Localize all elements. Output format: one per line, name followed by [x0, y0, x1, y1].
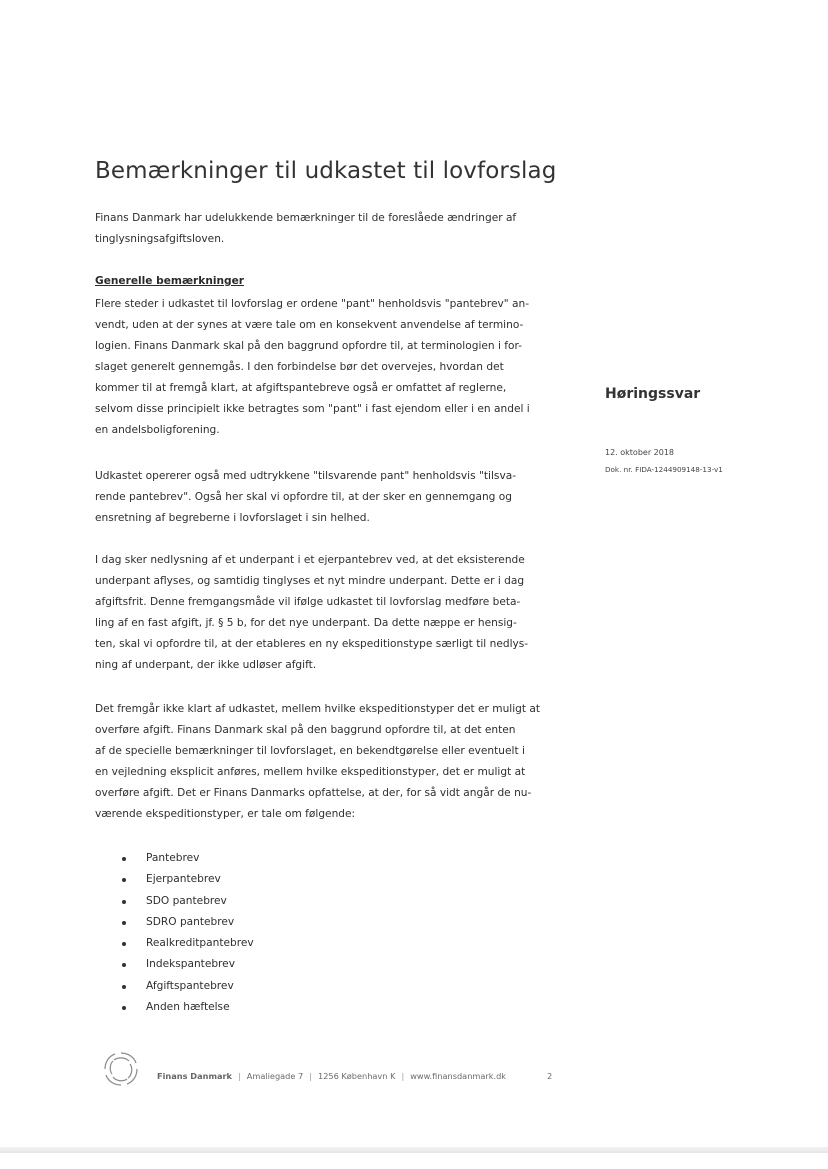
paragraph-line: en vejledning eksplicit anføres, mellem hvilke ekspeditionstyper, det er muligt at [95, 766, 526, 778]
sidebar-document-number: Dok. nr. FIDA-1244909148-13-v1 [605, 465, 723, 474]
bullet-icon [122, 921, 126, 925]
list-item: Anden hæftelse [112, 997, 254, 1018]
bullet-icon [122, 942, 126, 946]
list-item: Afgiftspantebrev [112, 976, 254, 997]
paragraph-line: logien. Finans Danmark skal på den baggrund opfordre til, at terminologien i for- [95, 340, 523, 352]
list-item: Realkreditpantebrev [112, 933, 254, 954]
paragraph-line: rende pantebrev". Også her skal vi opfordre til, at der sker en gennemgang og [95, 491, 512, 503]
bullet-icon [122, 857, 126, 861]
list-item: Pantebrev [112, 848, 254, 869]
paragraph-line: afgiftsfrit. Denne fremgangsmåde vil ifølge udkastet til lovforslag medføre beta- [95, 596, 521, 608]
paragraph-line: Udkastet opererer også med udtrykkene "tilsvarende pant" henholdsvis "tilsva- [95, 470, 517, 482]
sidebar-date: 12. oktober 2018 [605, 448, 675, 457]
list-item: SDRO pantebrev [112, 912, 254, 933]
list-item: Indekspantebrev [112, 954, 254, 975]
footer-separator: | [401, 1071, 405, 1081]
bullet-icon [122, 985, 126, 989]
paragraph-line: I dag sker nedlysning af et underpant i et ejerpantebrev ved, at det eksisterende [95, 554, 525, 566]
paragraph-line: kommer til at fremgå klart, at afgiftspantebreve også er omfattet af reglerne, [95, 382, 507, 394]
paragraph-line: overføre afgift. Det er Finans Danmarks opfattelse, at der, for så vidt angår de nu- [95, 787, 532, 799]
paragraph-line: selvom disse principielt ikke betragtes som "pant" i fast ejendom eller i en andel i [95, 403, 530, 415]
paragraph-line: af de specielle bemærkninger til lovforslaget, en bekendtgørelse eller eventuelt i [95, 745, 525, 757]
paragraph-terminology [95, 294, 555, 441]
bullet-icon [122, 878, 126, 882]
paragraph-line: ensretning af begreberne i lovforslaget i sin helhed. [95, 512, 370, 524]
footer-address: Amaliegade 7 [246, 1071, 304, 1081]
list-item: SDO pantebrev [112, 891, 254, 912]
intro-paragraph [95, 208, 555, 250]
bullet-icon [122, 1006, 126, 1010]
bullet-icon [122, 963, 126, 967]
page-footer [157, 1071, 553, 1081]
footer-separator: | [238, 1071, 241, 1081]
paragraph-line: underpant aflyses, og samtidig tinglyses et nyt mindre underpant. Dette er i dag [95, 575, 525, 587]
footer-separator: | [309, 1071, 312, 1081]
paragraph-line: ning af underpant, der ikke udløser afgift. [95, 659, 317, 671]
paragraph-line: vendt, uden at der synes at være tale om en konsekvent anvendelse af termino- [95, 319, 524, 331]
paragraph-line: slaget generelt gennemgås. I den forbindelse bør det overvejes, hvordan det [95, 361, 504, 373]
paragraph-nedlysning [95, 550, 555, 676]
page-number: 2 [547, 1071, 553, 1081]
paragraph-line: en andelsboligforening. [95, 424, 220, 436]
footer-city: 1256 København K [317, 1071, 396, 1081]
bullet-icon [122, 900, 126, 904]
paragraph-line: ten, skal vi opfordre til, at der etableres en ny ekspeditionstype særligt til nedlys- [95, 638, 529, 650]
finans-danmark-logo-icon [100, 1048, 142, 1090]
paragraph-tilsvarende [95, 466, 555, 529]
paragraph-line: overføre afgift. Finans Danmark skal på den baggrund opfordre til, at det enten [95, 724, 516, 736]
paragraph-line: Flere steder i udkastet til lovforslag er ordene "pant" henholdsvis "pantebrev" an- [95, 298, 530, 310]
sidebar-title: Høringssvar [605, 386, 701, 402]
scan-edge-divider [0, 1147, 828, 1153]
intro-line: tinglysningsafgiftsloven. [95, 233, 225, 245]
paragraph-line: ling af en fast afgift, jf. § 5 b, for det nye underpant. Da dette næppe er hensig- [95, 617, 517, 629]
paragraph-line: Det fremgår ikke klart af udkastet, mellem hvilke ekspeditionstyper det er muligt at [95, 703, 541, 715]
list-item: Ejerpantebrev [112, 869, 254, 890]
document-title: Bemærkninger til udkastet til lovforslag [95, 158, 557, 184]
footer-organization: Finans Danmark [157, 1071, 232, 1081]
section-heading: Generelle bemærkninger [95, 275, 245, 287]
paragraph-ekspeditionstyper [95, 699, 555, 825]
paragraph-line: værende ekspeditionstyper, er tale om følgende: [95, 808, 356, 820]
footer-website: www.finansdanmark.dk [410, 1071, 507, 1081]
ekspeditionstyper-list [112, 848, 254, 1018]
intro-line: Finans Danmark har udelukkende bemærkninger til de foreslåede ændringer af [95, 212, 517, 224]
